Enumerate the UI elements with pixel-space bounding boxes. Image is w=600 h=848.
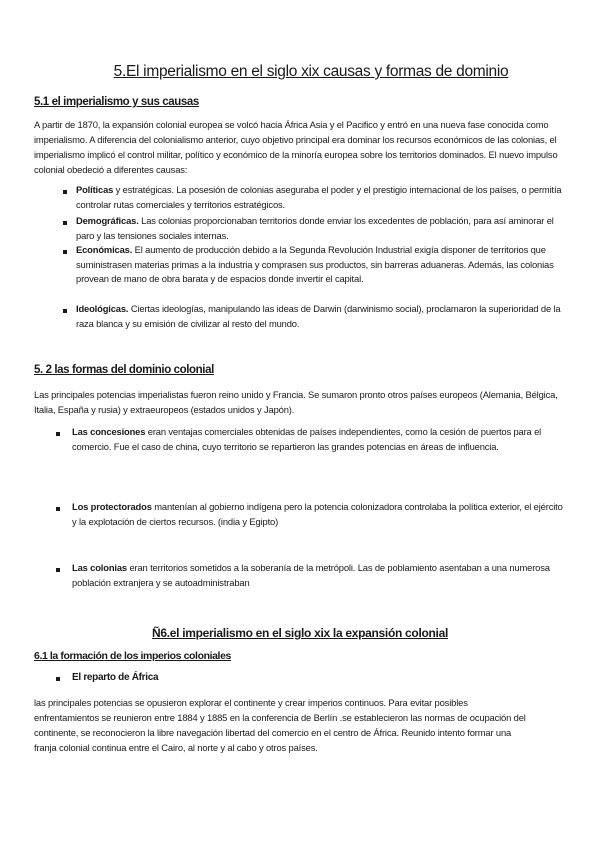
section-3-heading: Ñ6.el imperialismo en el siglo xix la expansión colonial xyxy=(152,626,448,640)
cause-text: y estratégicas. La posesión de colonias aseguraba el poder y el prestigio internacional de los países, o permitía controlar rutas comerciales y territorios estratégicos. xyxy=(76,184,562,210)
section-1-heading: 5.1 el imperialismo y sus causas xyxy=(34,96,199,108)
bullet-icon xyxy=(56,568,60,572)
section-2-intro: Las principales potencias imperialistas fueron reino unido y Francia. Se sumaron pronto otros países europeos (Alemania, Bélgica, Italia, España y rusia) y extraeuropeos (estados unidos y Japón). xyxy=(34,389,558,415)
bullet-icon xyxy=(63,190,67,194)
form-item xyxy=(72,425,566,454)
cause-item xyxy=(76,183,566,212)
page-title xyxy=(0,63,600,81)
cause-text: El aumento de producción debido a la Segunda Revolución Industrial exigía disponer de territorios que suministrasen materias primas a la industria y comprasen sus productos, sin barreras aduaneras. Además, las colonias provean de mano de obra barata y de espacios donde invertir el capital. xyxy=(76,244,554,284)
form-item xyxy=(72,500,566,529)
form-text: mantenían al gobierno indígena pero la potencia colonizadora controlaba la política exterior, el ejército y la explotación de ciertos recursos. (india y Egipto) xyxy=(72,501,563,527)
section-3-subsubheading: El reparto de África xyxy=(72,672,159,683)
form-term: Las concesiones xyxy=(72,426,146,437)
cause-term: Económicas. xyxy=(76,244,133,255)
form-term: Los protectorados xyxy=(72,501,152,512)
bullet-icon xyxy=(56,507,60,511)
form-text: eran ventajas comerciales obtenidas de países independientes, como la cesión de puertos para el comercio. Fue el caso de china, cuyo territorio se repartieron las grandes potencias en áreas de influencia. xyxy=(72,426,542,452)
cause-text: Las colonias proporcionaban territorios donde enviar los excedentes de población, para así aminorar el paro y las tensiones sociales internas. xyxy=(76,215,554,241)
section-3-subheading: 6.1 la formación de los imperios coloniales xyxy=(34,650,231,662)
bullet-icon xyxy=(56,432,60,436)
bullet-icon xyxy=(63,250,67,254)
cause-item xyxy=(76,243,566,287)
section-3-body: las principales potencias se opusieron explorar el continente y crear imperios continuos. Para evitar posibles enfrentamientos se reunieron entre 1884 y 1885 en la conferencia de Berlín .se establecieron las normas de ocupación del continente, se reconocieron la libre navegación libertad del comercio en el centro de África. Reunido intento formar una franja colonial continua entre el Cairo, al norte y al cabo y otros países. xyxy=(34,697,526,753)
cause-item xyxy=(76,214,566,243)
cause-text: Ciertas ideologías, manipulando las ideas de Darwin (darwinismo social), proclamaron la superioridad de la raza blanca y su emisión de civilizar al resto del mundo. xyxy=(76,303,561,329)
form-text: eran territorios sometidos a la soberanía de la metrópoli. Las de poblamiento asentaban a una numerosa población extranjera y se autoadministraban xyxy=(72,562,550,588)
section-2-heading: 5. 2 las formas del dominio colonial xyxy=(34,364,214,376)
cause-term: Ideológicas. xyxy=(76,303,129,314)
cause-item xyxy=(76,302,566,331)
bullet-icon xyxy=(63,221,67,225)
bullet-icon xyxy=(63,309,67,313)
form-term: Las colonias xyxy=(72,562,127,573)
section-1-intro: A partir de 1870, la expansión colonial europea se volcó hacia África Asia y el Pacifico y entró en una nueva fase conocida como imperialismo. A diferencia del colonialismo anterior, cuyo objetivo principal era dominar los recursos económicos de las colonias, el imperialismo implicó el control militar, político y económico de la minoría europea sobre los territorios dominados. El nuevo impulso colonial obedeció a diferentes causas: xyxy=(34,119,558,175)
page-title-text: 5.El imperialismo en el siglo xix causas y formas de dominio xyxy=(113,63,509,80)
bullet-icon xyxy=(56,677,60,681)
cause-term: Demográficas. xyxy=(76,215,139,226)
form-item xyxy=(72,561,566,590)
cause-term: Políticas xyxy=(76,184,114,195)
